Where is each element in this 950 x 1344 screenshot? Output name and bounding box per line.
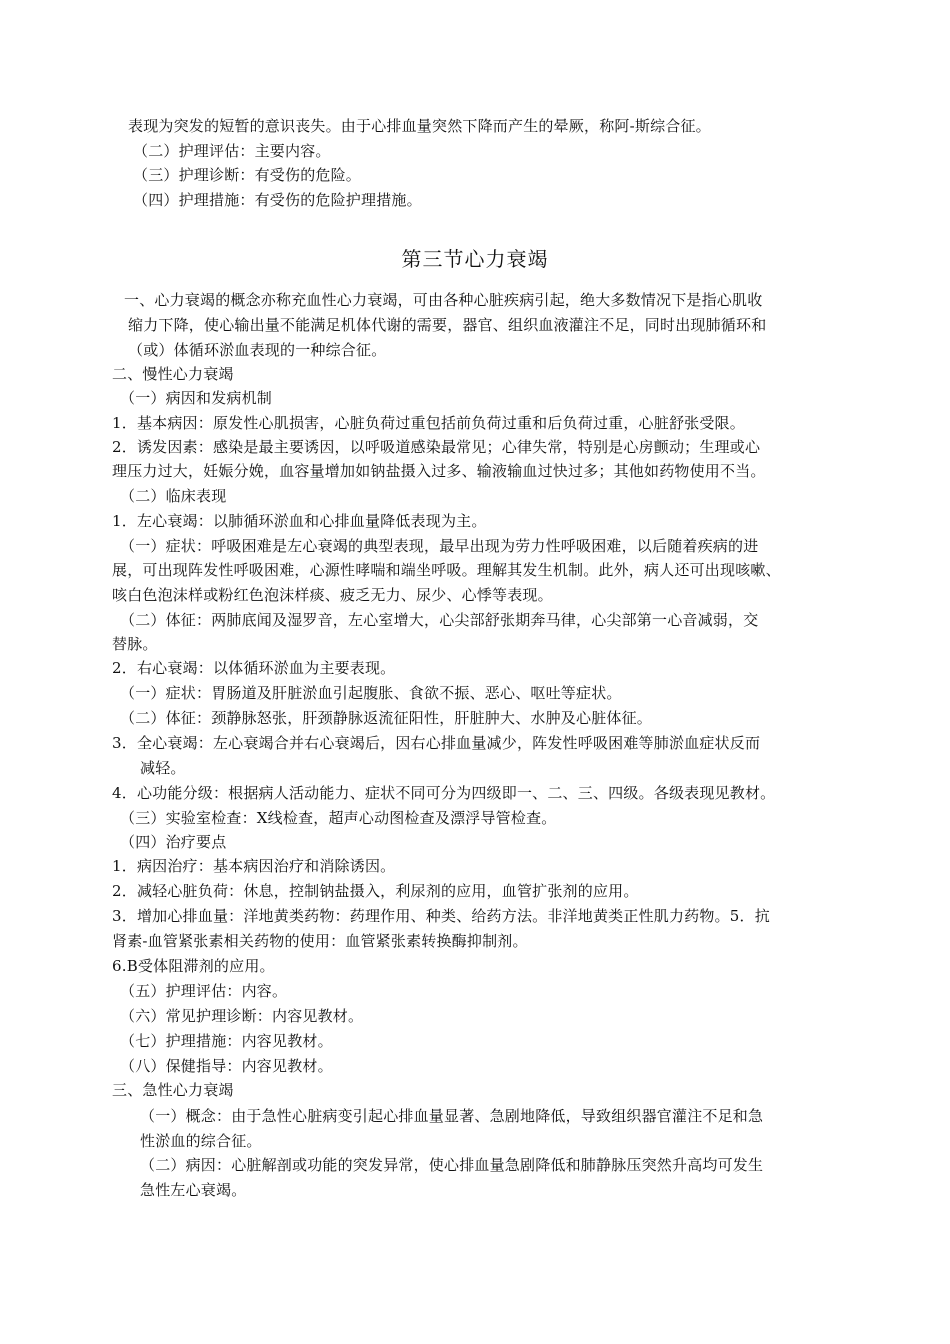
paragraph-line: （或）体循环淤血表现的一种综合征。 <box>128 341 387 359</box>
heading-line: （二）临床表现 <box>120 487 227 505</box>
heading-line: 三、急性心力衰竭 <box>112 1081 234 1099</box>
heading-line: （一）病因和发病机制 <box>120 389 273 407</box>
paragraph-line: （四）护理措施：有受伤的危险护理措施。 <box>133 191 422 209</box>
paragraph-line: 一、心力衰竭的概念亦称充血性心力衰竭，可由各种心脏疾病引起，绝大多数情况下是指心肌收 <box>124 291 763 309</box>
heading-line: 二、慢性心力衰竭 <box>112 365 234 383</box>
paragraph-line: 6.B受体阻滞剂的应用。 <box>112 957 275 975</box>
paragraph-line: 2．右心衰竭：以体循环淤血为主要表现。 <box>112 659 396 677</box>
paragraph-line: （二）体征：两肺底闻及湿罗音，左心室增大，心尖部舒张期奔马律，心尖部第一心音减弱，交 <box>120 611 759 629</box>
paragraph-line: （八）保健指导：内容见教材。 <box>120 1057 333 1075</box>
paragraph-line: （二）病因：心脏解剖或功能的突发异常，使心排血量急剧降低和肺静脉压突然升高均可发生 <box>140 1156 764 1174</box>
paragraph-line: 表现为突发的短暂的意识丧失。由于心排血量突然下降而产生的晕厥，称阿-斯综合征。 <box>128 117 711 135</box>
paragraph-line: （一）症状：胃肠道及肝脏淤血引起腹胀、食欲不振、恶心、呕吐等症状。 <box>120 684 622 702</box>
paragraph-line: 2．诱发因素：感染是最主要诱因，以呼吸道感染最常见；心律失常，特别是心房颤动；生理或心 <box>112 438 761 456</box>
paragraph-line: （三）护理诊断：有受伤的危险。 <box>133 166 362 184</box>
paragraph-line: 2．减轻心脏负荷：休息，控制钠盐摄入，利尿剂的应用，血管扩张剂的应用。 <box>112 882 639 900</box>
paragraph-line: 替脉。 <box>112 635 158 653</box>
paragraph-line: （一）概念：由于急性心脏病变引起心排血量显著、急剧地降低，导致组织器官灌注不足和急 <box>140 1107 764 1125</box>
heading-line: （四）治疗要点 <box>120 833 227 851</box>
paragraph-line: （七）护理措施：内容见教材。 <box>120 1032 333 1050</box>
paragraph-line: 缩力下降，使心输出量不能满足机体代谢的需要，器官、组织血液灌注不足，同时出现肺循环和 <box>128 316 767 334</box>
paragraph-line: 3．全心衰竭：左心衰竭合并右心衰竭后，因右心排血量减少，阵发性呼吸困难等肺淤血症状反而 <box>112 734 761 752</box>
paragraph-line: （六）常见护理诊断：内容见教材。 <box>120 1007 364 1025</box>
paragraph-line: 急性左心衰竭。 <box>140 1181 247 1199</box>
section-title: 第三节心力衰竭 <box>401 247 549 271</box>
paragraph-line: （三）实验室检查：X线检查，超声心动图检查及漂浮导管检查。 <box>120 809 557 827</box>
paragraph-line: 1．左心衰竭：以肺循环淤血和心排血量降低表现为主。 <box>112 512 487 530</box>
paragraph-line: 4．心功能分级：根据病人活动能力、症状不同可分为四级即一、二、三、四级。各级表现见教材。 <box>112 784 776 802</box>
paragraph-line: 性淤血的综合征。 <box>140 1132 262 1150</box>
paragraph-line: 理压力过大，妊娠分娩，血容量增加如钠盐摄入过多、输液输血过快过多；其他如药物使用不当。 <box>112 462 766 480</box>
paragraph-line: 咳白色泡沫样或粉红色泡沫样痰、疲乏无力、尿少、心悸等表现。 <box>112 586 553 604</box>
paragraph-line: （五）护理评估：内容。 <box>120 982 288 1000</box>
paragraph-line: （二）体征：颈静脉怒张，肝颈静脉返流征阳性，肝脏肿大、水肿及心脏体征。 <box>120 709 653 727</box>
paragraph-line: 1．基本病因：原发性心肌损害，心脏负荷过重包括前负荷过重和后负荷过重，心脏舒张受限。 <box>112 414 745 432</box>
paragraph-line: 1．病因治疗：基本病因治疗和消除诱因。 <box>112 857 396 875</box>
paragraph-line: 减轻。 <box>140 759 186 777</box>
paragraph-line: 肾素-血管紧张素相关药物的使用：血管紧张素转换酶抑制剂。 <box>112 932 528 950</box>
paragraph-line: （一）症状：呼吸困难是左心衰竭的典型表现，最早出现为劳力性呼吸困难，以后随着疾病的进 <box>120 537 759 555</box>
paragraph-line: 展，可出现阵发性呼吸困难，心源性哮喘和端坐呼吸。理解其发生机制。此外，病人还可出现咳嗽、 <box>112 561 781 579</box>
paragraph-line: 3．增加心排血量：洋地黄类药物：药理作用、种类、给药方法。非洋地黄类正性肌力药物。5．抗 <box>112 907 770 925</box>
paragraph-line: （二）护理评估：主要内容。 <box>133 142 331 160</box>
